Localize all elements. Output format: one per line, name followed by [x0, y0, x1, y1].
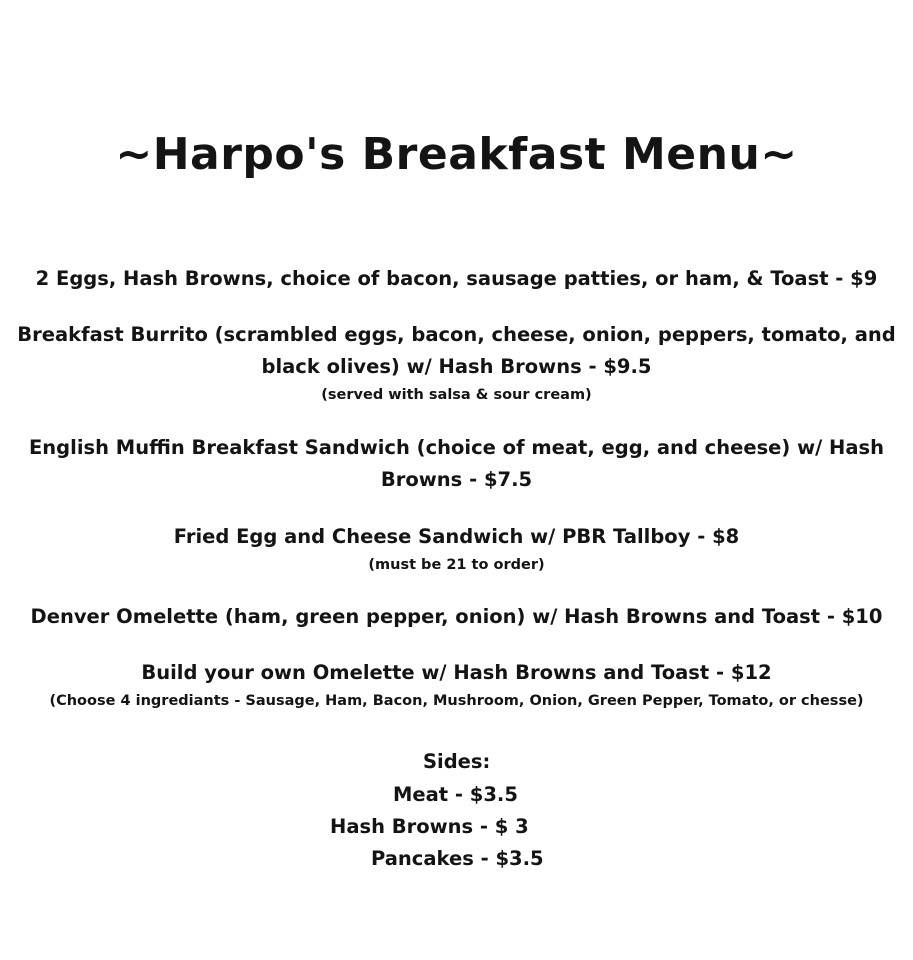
menu-item-text: English Muffin Breakfast Sandwich (choice of meat, egg, and cheese) w/ Hash	[28, 436, 885, 459]
menu-item-build-omelette	[0, 657, 913, 713]
menu-item-text: Browns - $7.5	[380, 468, 533, 491]
sides-heading: Sides:	[423, 750, 491, 773]
menu-item-text: Denver Omelette (ham, green pepper, onion) w/ Hash Browns and Toast - $10	[30, 605, 883, 628]
side-item: Hash Browns - $ 3	[330, 815, 529, 838]
menu-title: ~Harpo's Breakfast Menu~	[115, 129, 798, 180]
menu-item-muffin-sandwich	[0, 432, 913, 496]
menu-item-eggs	[0, 263, 913, 295]
side-item: Meat - $3.5	[393, 783, 518, 806]
menu-item-text: Fried Egg and Cheese Sandwich w/ PBR Tallboy - $8	[173, 525, 740, 548]
menu-item-fried-egg-sandwich	[0, 521, 913, 577]
menu-item-text: black olives) w/ Hash Browns - $9.5	[261, 355, 652, 378]
menu-item-burrito	[0, 319, 913, 407]
menu-item-denver-omelette	[0, 601, 913, 633]
menu-item-text: Build your own Omelette w/ Hash Browns and Toast - $12	[141, 661, 772, 684]
menu-item-note: (Choose 4 ingrediants - Sausage, Ham, Bacon, Mushroom, Onion, Green Pepper, Tomato, or chesse)	[49, 693, 864, 709]
menu-item-text: 2 Eggs, Hash Browns, choice of bacon, sausage patties, or ham, & Toast - $9	[35, 267, 878, 290]
side-item: Pancakes - $3.5	[371, 847, 544, 870]
menu-item-note: (served with salsa & sour cream)	[321, 387, 592, 403]
menu-item-note: (must be 21 to order)	[368, 557, 545, 573]
menu-item-text: Breakfast Burrito (scrambled eggs, bacon, cheese, onion, peppers, tomato, and	[17, 323, 896, 346]
